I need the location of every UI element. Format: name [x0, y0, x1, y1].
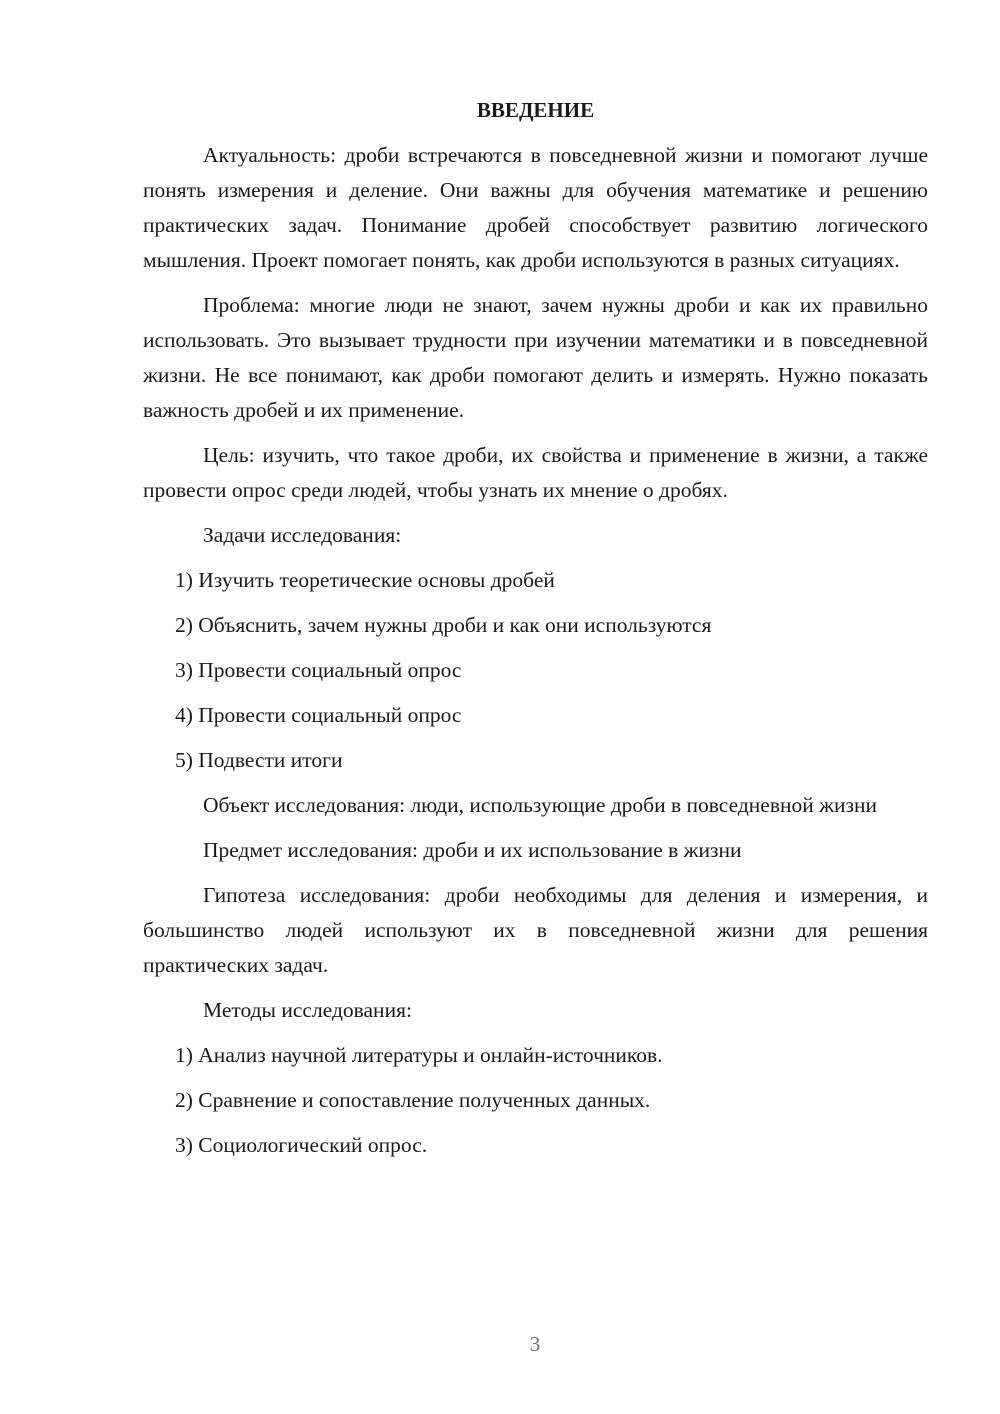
- paragraph-goal: Цель: изучить, что такое дроби, их свойства и применение в жизни, а также провести опрос среди людей, чтобы узнать их мнение о дробях.: [143, 443, 928, 502]
- page-number: 3: [529, 1332, 541, 1356]
- paragraph-object: Объект исследования: люди, использующие дроби в повседневной жизни: [203, 793, 878, 817]
- list-item: 2) Сравнение и сопоставление полученных данных.: [175, 1088, 651, 1112]
- methods-list: [143, 1038, 928, 1163]
- paragraph-subject: Предмет исследования: дроби и их использование в жизни: [203, 838, 742, 862]
- list-item: 1) Анализ научной литературы и онлайн-источников.: [175, 1043, 663, 1067]
- methods-heading: Методы исследования:: [203, 998, 412, 1022]
- paragraph-problem: Проблема: многие люди не знают, зачем нужны дроби и как их правильно использовать. Это вызывает трудности при изучении математики и в повседневной жизни. Не все понимают, как дроби помогают делить и измерять. Нужно показать важность дробей и их применение.: [143, 293, 928, 422]
- list-item: 1) Изучить теоретические основы дробей: [175, 568, 555, 592]
- list-item: 4) Провести социальный опрос: [175, 703, 462, 727]
- tasks-heading: Задачи исследования:: [203, 523, 402, 547]
- tasks-list: [143, 563, 928, 778]
- paragraph-relevance: Актуальность: дроби встречаются в повседневной жизни и помогают лучше понять измерения и деление. Они важны для обучения математике и решению практических задач. Понимание дробей способствует развитию логического мышления. Проект помогает понять, как дроби используются в разных ситуациях.: [143, 143, 928, 272]
- list-item: 3) Социологический опрос.: [175, 1133, 428, 1157]
- page-content: [143, 93, 928, 1173]
- list-item: 2) Объяснить, зачем нужны дроби и как они используются: [175, 613, 712, 637]
- section-title: ВВЕДЕНИЕ: [476, 98, 595, 122]
- list-item: 5) Подвести итоги: [175, 748, 343, 772]
- paragraph-hypothesis: Гипотеза исследования: дроби необходимы для деления и измерения, и большинство людей используют их в повседневной жизни для решения практических задач.: [143, 883, 928, 977]
- list-item: 3) Провести социальный опрос: [175, 658, 462, 682]
